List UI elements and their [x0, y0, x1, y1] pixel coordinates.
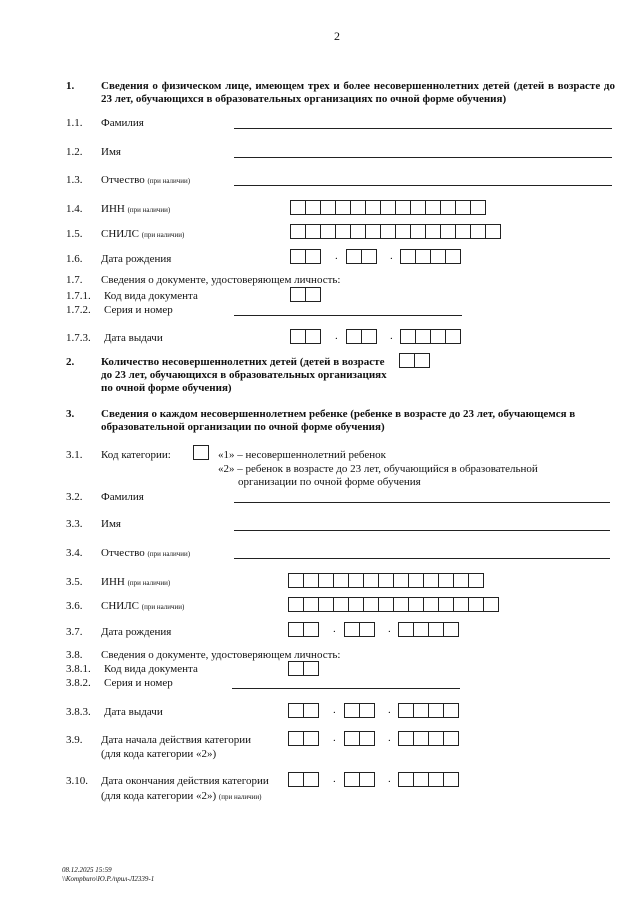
child-series-number-label: Серия и номер [104, 677, 173, 689]
category-start-day[interactable] [288, 731, 319, 746]
field-3-9-number: 3.9. [66, 734, 83, 746]
child-id-document-heading: Сведения о документе, удостоверяющем личность: [101, 649, 341, 661]
category-start-label: Дата начала действия категории [101, 734, 252, 746]
doc-type-cells[interactable] [290, 287, 321, 302]
id-document-heading: Сведения о документе, удостоверяющем личность: [101, 274, 341, 286]
name-field[interactable] [234, 157, 612, 158]
snils-label: СНИЛС [101, 228, 140, 240]
series-number-field[interactable] [234, 315, 462, 316]
child-birthdate-year[interactable] [398, 622, 459, 637]
optional-note: (при наличии) [218, 793, 262, 801]
category-end-year[interactable] [398, 772, 459, 787]
doc-type-label: Код вида документа [104, 290, 198, 302]
child-birthdate-day[interactable] [288, 622, 319, 637]
field-3-8-number: 3.8. [66, 649, 83, 661]
series-number-label: Серия и номер [104, 304, 173, 316]
child-issue-date-month[interactable] [344, 703, 375, 718]
field-1-7-number: 1.7. [66, 274, 83, 286]
issue-date-month[interactable] [346, 329, 377, 344]
section-1-title: Сведения о физическом лице, имеющем трех и более несовершеннолетних детей (детей в возрасте до 23 лет, обучающихся в образовательных организациях по очной форме обучения) [101, 80, 615, 105]
section-2-number: 2. [66, 356, 75, 368]
issue-date-day[interactable] [290, 329, 321, 344]
birthdate-month[interactable] [346, 249, 377, 264]
patronymic-label: Отчество [101, 174, 145, 186]
field-1-5-number: 1.5. [66, 228, 83, 240]
optional-note: (при наличии) [141, 231, 185, 239]
field-3-2-number: 3.2. [66, 491, 83, 503]
issue-date-label: Дата выдачи [104, 332, 163, 344]
optional-note: (при наличии) [127, 579, 171, 587]
section-3-number: 3. [66, 408, 75, 420]
inn-label: ИНН [101, 203, 125, 215]
optional-note: (при наличии) [127, 206, 171, 214]
field-3-1-number: 3.1. [66, 449, 83, 461]
child-birthdate-label: Дата рождения [101, 626, 172, 638]
field-3-4-number: 3.4. [66, 547, 83, 559]
child-name-field[interactable] [234, 530, 610, 531]
category-end-month[interactable] [344, 772, 375, 787]
child-issue-date-label: Дата выдачи [104, 706, 163, 718]
category-code-cell[interactable] [193, 445, 209, 460]
patronymic-field[interactable] [234, 185, 612, 186]
child-surname-label: Фамилия [101, 491, 144, 503]
birthdate-year[interactable] [400, 249, 461, 264]
footer-path: \\Kompburo\Ю.Р./прил-Л2339-1 [62, 875, 155, 883]
child-series-number-field[interactable] [232, 688, 460, 689]
footer-timestamp: 08.12.2025 15:59 [62, 866, 112, 874]
inn-cells[interactable] [290, 200, 486, 215]
section-3-title: Сведения о каждом несовершеннолетнем ребенке (ребенке в возрасте до 23 лет, обучающемся в образовательной организации по очной форме обучения) [101, 408, 576, 433]
snils-cells[interactable] [290, 224, 501, 239]
section-2-title: Количество несовершеннолетних детей (детей в возрасте до 23 лет, обучающихся в образовательных организациях по очной форме обучения) [101, 356, 387, 394]
optional-note: (при наличии) [141, 603, 185, 611]
child-surname-field[interactable] [234, 502, 610, 503]
field-3-3-number: 3.3. [66, 518, 83, 530]
child-snils-label: СНИЛС [101, 600, 140, 612]
category-2-text: «2» – ребенок в возрасте до 23 лет, обучающийся в образовательной [218, 463, 538, 475]
field-3-6-number: 3.6. [66, 600, 83, 612]
name-label: Имя [101, 146, 121, 158]
section-1-number: 1. [66, 80, 75, 92]
page-number: 2 [334, 29, 340, 43]
field-1-6-number: 1.6. [66, 253, 83, 265]
category-2-text-cont: организации по очной форме обучения [238, 476, 421, 488]
child-patronymic-label: Отчество [101, 547, 145, 559]
birthdate-label: Дата рождения [101, 253, 172, 265]
field-3-5-number: 3.5. [66, 576, 83, 588]
child-inn-cells[interactable] [288, 573, 484, 588]
field-3-8-2-number: 3.8.2. [66, 677, 91, 689]
category-1-text: «1» – несовершеннолетний ребенок [218, 449, 386, 461]
birthdate-day[interactable] [290, 249, 321, 264]
field-1-3-number: 1.3. [66, 174, 83, 186]
category-start-month[interactable] [344, 731, 375, 746]
child-doc-type-label: Код вида документа [104, 663, 198, 675]
category-end-day[interactable] [288, 772, 319, 787]
field-3-10-number: 3.10. [66, 775, 88, 787]
surname-label: Фамилия [101, 117, 144, 129]
surname-field[interactable] [234, 128, 612, 129]
optional-note: (при наличии) [147, 177, 191, 185]
field-1-7-2-number: 1.7.2. [66, 304, 91, 316]
child-name-label: Имя [101, 518, 121, 530]
field-3-7-number: 3.7. [66, 626, 83, 638]
child-birthdate-month[interactable] [344, 622, 375, 637]
field-1-4-number: 1.4. [66, 203, 83, 215]
category-start-sublabel: (для кода категории «2») [101, 748, 217, 760]
child-inn-label: ИНН [101, 576, 125, 588]
field-3-8-1-number: 3.8.1. [66, 663, 91, 675]
issue-date-year[interactable] [400, 329, 461, 344]
category-end-label: Дата окончания действия категории [101, 775, 269, 787]
children-count-cells[interactable] [399, 353, 430, 368]
category-code-label: Код категории: [101, 449, 171, 461]
optional-note: (при наличии) [147, 550, 191, 558]
child-snils-cells[interactable] [288, 597, 499, 612]
category-start-year[interactable] [398, 731, 459, 746]
child-issue-date-day[interactable] [288, 703, 319, 718]
field-3-8-3-number: 3.8.3. [66, 706, 91, 718]
field-1-2-number: 1.2. [66, 146, 83, 158]
child-patronymic-field[interactable] [234, 558, 610, 559]
field-1-7-3-number: 1.7.3. [66, 332, 91, 344]
category-end-sublabel: (для кода категории «2») [101, 790, 217, 802]
field-1-1-number: 1.1. [66, 117, 83, 129]
child-doc-type-cells[interactable] [288, 661, 319, 676]
child-issue-date-year[interactable] [398, 703, 459, 718]
field-1-7-1-number: 1.7.1. [66, 290, 91, 302]
